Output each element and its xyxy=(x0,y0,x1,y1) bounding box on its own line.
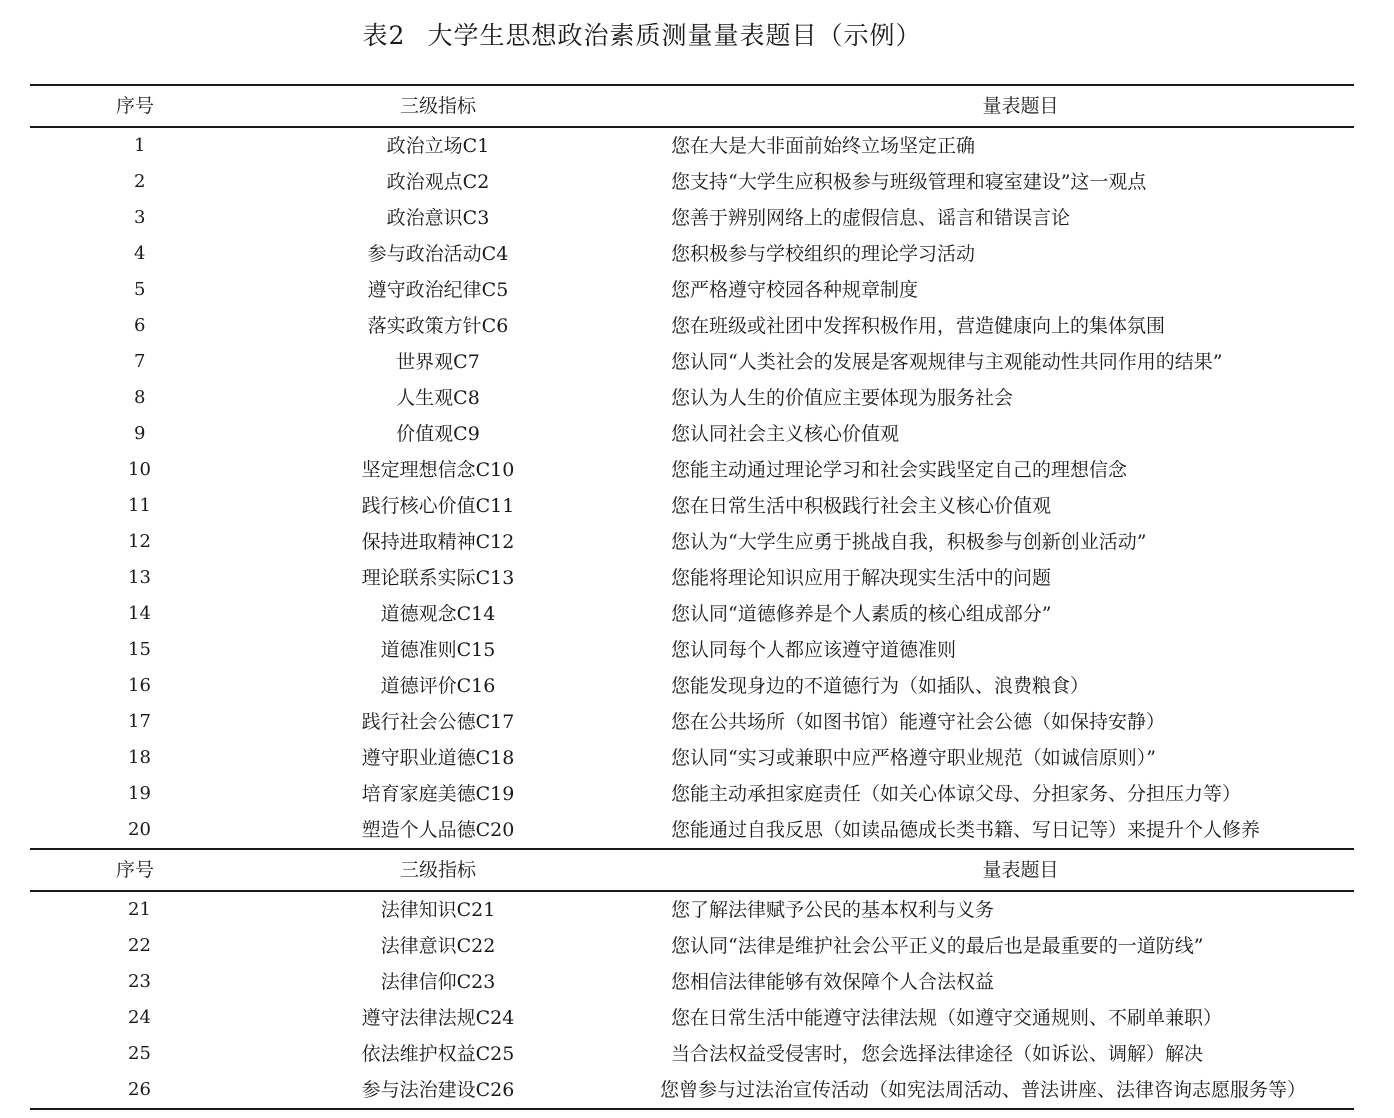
row-item: 您了解法律赋予公民的基本权利与义务 xyxy=(671,899,995,921)
table-row xyxy=(30,776,1354,812)
row-item-cell xyxy=(671,452,1354,488)
row-item-cell xyxy=(671,704,1354,740)
row-index: 13 xyxy=(128,567,151,588)
row-indicator: 政治意识C3 xyxy=(386,207,490,229)
row-indicator: 依法维护权益C25 xyxy=(361,1043,515,1065)
table-header-row-repeat xyxy=(30,849,1354,891)
row-item: 您认同“实习或兼职中应严格遵守职业规范（如诚信原则）” xyxy=(671,747,1156,769)
row-index: 6 xyxy=(134,315,146,336)
row-item-cell xyxy=(671,1000,1354,1036)
table-row xyxy=(30,524,1354,560)
row-indicator: 法律知识C21 xyxy=(380,899,496,921)
row-item: 您支持“大学生应积极参与班级管理和寝室建设”这一观点 xyxy=(671,171,1147,193)
row-item-cell xyxy=(671,964,1354,1000)
row-index: 16 xyxy=(128,675,151,696)
row-indicator: 培育家庭美德C19 xyxy=(361,783,515,805)
survey-table-body xyxy=(30,85,1354,1109)
row-indicator: 道德观念C14 xyxy=(380,603,496,625)
row-index: 8 xyxy=(134,387,146,408)
row-item: 您认为“大学生应勇于挑战自我，积极参与创新创业活动” xyxy=(671,531,1147,553)
row-item-cell xyxy=(671,164,1354,200)
row-item-cell xyxy=(660,1072,1354,1109)
table-row xyxy=(30,1036,1354,1072)
table-caption xyxy=(0,16,1284,52)
row-indicator: 法律信仰C23 xyxy=(380,971,496,993)
row-indicator: 理论联系实际C13 xyxy=(361,567,515,589)
row-item-cell xyxy=(671,891,1354,928)
table-row xyxy=(30,272,1354,308)
row-item-cell xyxy=(671,560,1354,596)
row-index: 26 xyxy=(30,1072,245,1109)
row-item: 您在大是大非面前始终立场坚定正确 xyxy=(671,135,976,157)
row-item: 您在日常生活中能遵守法律法规（如遵守交通规则、不刷单兼职） xyxy=(671,1007,1223,1029)
header-indicator: 三级指标 xyxy=(245,85,685,127)
row-item: 您积极参与学校组织的理论学习活动 xyxy=(671,243,976,265)
header-index: 序号 xyxy=(30,849,245,891)
row-indicator: 政治观点C2 xyxy=(386,171,490,193)
row-indicator: 参与法治建设C26 xyxy=(245,1072,685,1109)
table-title: 大学生思想政治素质测量量表题目（示例） xyxy=(427,21,922,50)
table-number: 表2 xyxy=(362,21,406,50)
row-item: 您能将理论知识应用于解决现实生活中的问题 xyxy=(671,567,1052,589)
table-row xyxy=(30,560,1354,596)
row-indicator: 参与政治活动C4 xyxy=(367,243,509,265)
row-index: 10 xyxy=(128,459,151,480)
row-item: 您认同“法律是维护社会公平正义的最后也是最重要的一道防线” xyxy=(671,935,1204,957)
row-item: 您认同“人类社会的发展是客观规律与主观能动性共同作用的结果” xyxy=(671,351,1223,373)
row-item: 您在日常生活中积极践行社会主义核心价值观 xyxy=(671,495,1052,517)
row-item: 您严格遵守校园各种规章制度 xyxy=(671,279,919,301)
row-item: 您能发现身边的不道德行为（如插队、浪费粮食） xyxy=(671,675,1090,697)
row-index: 17 xyxy=(128,711,151,732)
row-indicator: 世界观C7 xyxy=(396,351,480,373)
survey-table xyxy=(30,84,1354,1110)
row-indicator: 坚定理想信念C10 xyxy=(361,459,515,481)
table-row xyxy=(30,812,1354,849)
row-item: 您在公共场所（如图书馆）能遵守社会公德（如保持安静） xyxy=(671,711,1166,733)
row-item-cell xyxy=(671,812,1354,849)
table-row xyxy=(30,596,1354,632)
row-item-cell xyxy=(671,416,1354,452)
row-item-cell xyxy=(671,596,1354,632)
table-header-row xyxy=(30,85,1354,127)
row-indicator: 践行社会公德C17 xyxy=(361,711,515,733)
row-index: 9 xyxy=(134,423,146,444)
row-item: 您能通过自我反思（如读品德成长类书籍、写日记等）来提升个人修养 xyxy=(671,819,1261,841)
row-item-cell xyxy=(671,928,1354,964)
row-index: 20 xyxy=(30,812,245,849)
row-item-cell xyxy=(671,272,1354,308)
header-indicator: 三级指标 xyxy=(245,849,685,891)
row-item: 您能主动通过理论学习和社会实践坚定自己的理想信念 xyxy=(671,459,1128,481)
row-item-cell xyxy=(671,380,1354,416)
row-item: 您善于辨别网络上的虚假信息、谣言和错误言论 xyxy=(671,207,1071,229)
header-item: 量表题目 xyxy=(685,85,1354,127)
table-row xyxy=(30,416,1354,452)
row-item-cell xyxy=(671,668,1354,704)
table-row xyxy=(30,380,1354,416)
row-index: 3 xyxy=(134,207,146,228)
survey-table-container xyxy=(30,84,1354,1110)
table-row xyxy=(30,164,1354,200)
row-index: 22 xyxy=(128,935,151,956)
row-item: 您认同社会主义核心价值观 xyxy=(671,423,900,445)
table-row xyxy=(30,236,1354,272)
row-item: 您相信法律能够有效保障个人合法权益 xyxy=(671,971,995,993)
row-indicator: 遵守职业道德C18 xyxy=(361,747,515,769)
row-index: 12 xyxy=(128,531,151,552)
table-row xyxy=(30,632,1354,668)
header-index: 序号 xyxy=(30,85,245,127)
row-indicator: 人生观C8 xyxy=(396,387,480,409)
row-indicator: 遵守法律法规C24 xyxy=(361,1007,515,1029)
row-index: 21 xyxy=(128,899,151,920)
table-row xyxy=(30,928,1354,964)
table-row xyxy=(30,964,1354,1000)
row-item-cell xyxy=(671,236,1354,272)
row-item: 您认同每个人都应该遵守道德准则 xyxy=(671,639,957,661)
row-item: 您能主动承担家庭责任（如关心体谅父母、分担家务、分担压力等） xyxy=(671,783,1242,805)
row-indicator: 法律意识C22 xyxy=(380,935,496,957)
row-item-cell xyxy=(671,1036,1354,1072)
row-item: 您认同“道德修养是个人素质的核心组成部分” xyxy=(671,603,1052,625)
row-index: 4 xyxy=(134,243,146,264)
row-item-cell xyxy=(671,632,1354,668)
row-index: 14 xyxy=(128,603,151,624)
row-indicator: 保持进取精神C12 xyxy=(361,531,515,553)
row-indicator: 道德准则C15 xyxy=(380,639,496,661)
table-row xyxy=(30,452,1354,488)
table-row xyxy=(30,344,1354,380)
row-index: 15 xyxy=(128,639,151,660)
row-indicator: 政治立场C1 xyxy=(386,135,490,157)
table-row xyxy=(30,704,1354,740)
row-indicator: 塑造个人品德C20 xyxy=(245,812,685,849)
row-indicator: 价值观C9 xyxy=(396,423,480,445)
row-index: 25 xyxy=(128,1043,151,1064)
row-indicator: 道德评价C16 xyxy=(380,675,496,697)
row-item-cell xyxy=(671,740,1354,776)
table-row xyxy=(30,308,1354,344)
row-item-cell xyxy=(671,524,1354,560)
header-item: 量表题目 xyxy=(685,849,1354,891)
row-index: 24 xyxy=(128,1007,151,1028)
table-row xyxy=(30,127,1354,164)
row-item: 您曾参与过法治宣传活动（如宪法周活动、普法讲座、法律咨询志愿服务等） xyxy=(660,1079,1307,1101)
row-index: 7 xyxy=(134,351,146,372)
row-index: 19 xyxy=(128,783,151,804)
row-item-cell xyxy=(671,776,1354,812)
table-row xyxy=(30,740,1354,776)
row-item: 您认为人生的价值应主要体现为服务社会 xyxy=(671,387,1014,409)
row-item-cell xyxy=(671,308,1354,344)
table-row xyxy=(30,1072,1354,1109)
row-item-cell xyxy=(671,127,1354,164)
row-index: 1 xyxy=(134,135,146,156)
table-row xyxy=(30,668,1354,704)
row-item-cell xyxy=(671,200,1354,236)
row-item-cell xyxy=(671,344,1354,380)
row-indicator: 落实政策方针C6 xyxy=(367,315,509,337)
table-row xyxy=(30,488,1354,524)
row-item-cell xyxy=(671,488,1354,524)
row-index: 2 xyxy=(134,171,146,192)
table-row xyxy=(30,891,1354,928)
row-indicator: 遵守政治纪律C5 xyxy=(367,279,509,301)
row-indicator: 践行核心价值C11 xyxy=(361,495,515,517)
row-item: 当合法权益受侵害时，您会选择法律途径（如诉讼、调解）解决 xyxy=(671,1043,1204,1065)
table-row xyxy=(30,200,1354,236)
row-index: 23 xyxy=(128,971,151,992)
row-index: 5 xyxy=(134,279,146,300)
row-index: 18 xyxy=(128,747,151,768)
table-row xyxy=(30,1000,1354,1036)
row-item: 您在班级或社团中发挥积极作用，营造健康向上的集体氛围 xyxy=(671,315,1166,337)
row-index: 11 xyxy=(128,495,151,516)
